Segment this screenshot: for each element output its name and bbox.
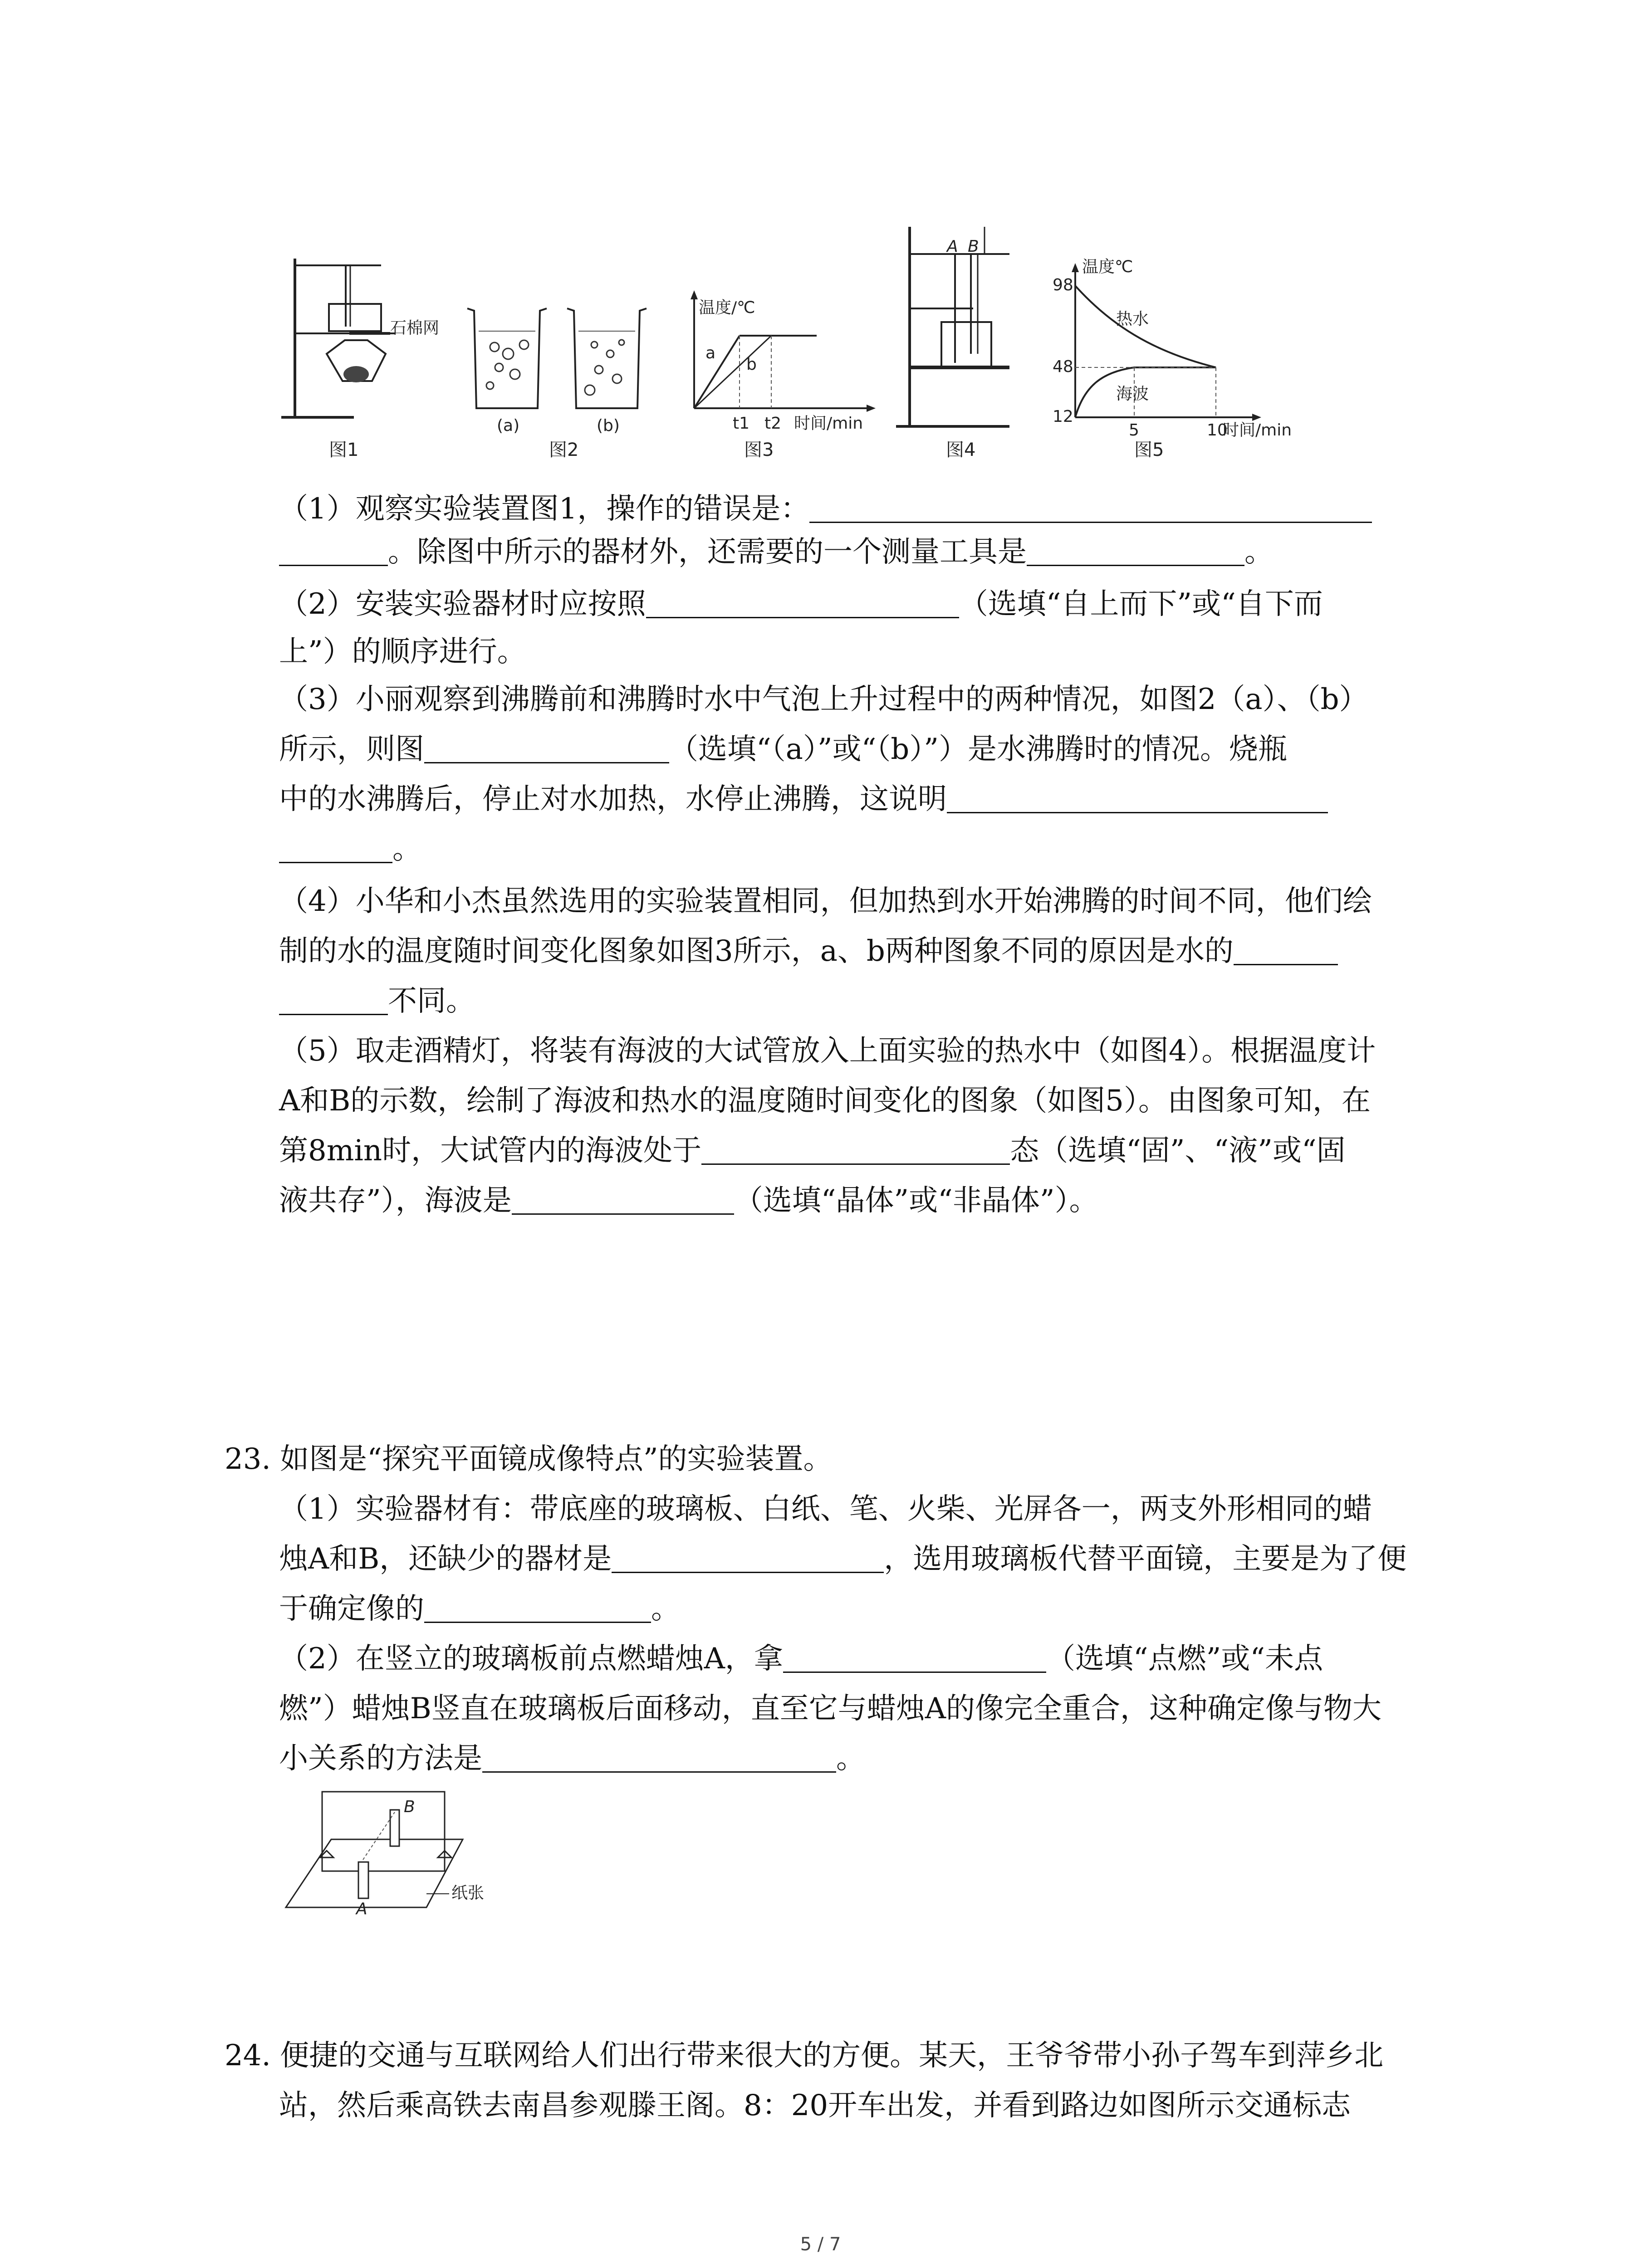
q22-part3-line2: 所示，则图 （选填“（a）”或“（b）”）是水沸腾时的情况。烧瓶 (279, 733, 1287, 766)
q23-blank-3[interactable] (783, 1644, 1046, 1673)
fig6-mirror-setup (277, 1785, 513, 1921)
fig3-tick-t2: t2 (764, 414, 782, 433)
q22-blank-1[interactable] (809, 494, 1372, 523)
q22-blank-3[interactable] (1027, 538, 1244, 566)
q23-part1-line1: （1）实验器材有：带底座的玻璃板、白纸、笔、火柴、光屏各一，两支外形相同的蜡 (279, 1492, 1372, 1526)
q22-part4-line3: 不同。 (279, 978, 475, 1019)
q22-part5-line1: （5）取走酒精灯，将装有海波的大试管放入上面实验的热水中（如图4）。根据温度计 (279, 1034, 1376, 1068)
q22-part1-line1: （1）观察实验装置图1，操作的错误是： (279, 485, 1372, 527)
fig5-series-hot-water: 热水 (1116, 310, 1149, 328)
fig4-label: 图4 (946, 440, 976, 460)
fig3-ylabel: 温度/℃ (699, 298, 755, 317)
fig2-sub-a: (a) (497, 416, 520, 435)
q23-title: 23. 如图是“探究平面镜成像特点”的实验装置。 (225, 1442, 833, 1476)
q24-line1: 24. 便捷的交通与互联网给人们出行带来很大的方便。某天，王爷爷带小孙子驾车到萍乡北 (225, 2039, 1384, 2072)
q23-blank-4[interactable] (482, 1744, 836, 1773)
fig3-tick-t1: t1 (733, 414, 750, 433)
q22-part4-line2: 制的水的温度随时间变化图象如图3所示，a、b两种图象不同的原因是水的 (279, 928, 1338, 969)
q22-blank-4[interactable] (646, 590, 959, 618)
fig4-label-a: A (947, 237, 958, 256)
fig2-bubbles (458, 218, 662, 485)
q22-part3-line3: 中的水沸腾后，停止对水加热，水停止沸腾，这说明 (279, 776, 1328, 817)
q22-blank-6[interactable] (947, 785, 1328, 813)
q22-part5-line3: 第8min时，大试管内的海波处于 态（选填“固”、“液”或“固 (279, 1134, 1346, 1168)
q22-blank-2[interactable] (279, 538, 388, 566)
figure-strip (277, 218, 1320, 485)
q23-part2-line1: （2）在竖立的玻璃板前点燃蜡烛A，拿 （选填“点燃”或“未点 (279, 1642, 1323, 1676)
fig6-label-b: B (404, 1798, 415, 1816)
q22-blank-5[interactable] (424, 735, 669, 763)
fig6-paper-label: 纸张 (451, 1884, 485, 1902)
fig1-label: 图1 (329, 440, 359, 460)
fig5-xlabel: 时间/min (1223, 421, 1292, 440)
fig6-label-a: A (356, 1900, 367, 1918)
fig3-label: 图3 (744, 440, 774, 460)
q22-part3-line1: （3）小丽观察到沸腾前和沸腾时水中气泡上升过程中的两种情况，如图2（a）、（b） (279, 683, 1368, 716)
q22-blank-10[interactable] (701, 1136, 1010, 1165)
q22-part2-line2: 上”）的顺序进行。 (279, 635, 526, 669)
fig5-xtick-5: 5 (1129, 421, 1139, 440)
fig3-series-a: a (705, 344, 716, 362)
fig5-series-haipo: 海波 (1116, 385, 1149, 403)
fig5-xtick-10: 10 (1207, 421, 1228, 440)
q23-blank-2[interactable] (424, 1594, 651, 1623)
q23-part2-line3: 小关系的方法是 。 (279, 1742, 865, 1775)
q23-part1-line2: 烛A和B，还缺少的器材是 ，选用玻璃板代替平面镜，主要是为了便 (279, 1542, 1407, 1576)
q22-part4-line1: （4）小华和小杰虽然选用的实验装置相同，但加热到水开始沸腾的时间不同，他们绘 (279, 885, 1372, 918)
q22-blank-8[interactable] (1234, 937, 1338, 965)
fig5-ytick-98: 98 (1053, 276, 1073, 294)
q22-part3-line4: 。 (279, 826, 421, 867)
fig5-label: 图5 (1134, 440, 1164, 460)
q23-part1-line3: 于确定像的 。 (279, 1592, 680, 1626)
fig1-boiling-apparatus (277, 218, 440, 485)
fig3-xlabel: 时间/min (794, 414, 863, 433)
fig2-label: 图2 (549, 440, 579, 460)
q24-line2: 站，然后乘高铁去南昌参观滕王阁。8：20开车出发，并看到路边如图所示交通标志 (279, 2089, 1351, 2122)
q22-blank-11[interactable] (512, 1186, 734, 1215)
q23-blank-1[interactable] (612, 1545, 884, 1573)
fig5-cooling-graph (1048, 218, 1292, 485)
q22-blank-9[interactable] (279, 987, 388, 1015)
q22-part5-line2: A和B的示数，绘制了海波和热水的温度随时间变化的图象（如图5）。由图象可知，在 (279, 1084, 1371, 1118)
fig3-series-b: b (746, 355, 757, 374)
fig5-ytick-48: 48 (1053, 357, 1073, 376)
fig5-ytick-12: 12 (1053, 407, 1073, 426)
fig4-haipo-apparatus (892, 218, 1041, 485)
fig5-ylabel: 温度℃ (1082, 258, 1133, 276)
page-number: 5 / 7 (800, 2234, 841, 2255)
q22-part1-line2: 。除图中所示的器材外，还需要的一个测量工具是 。 (279, 528, 1274, 570)
q23-part2-line2: 燃”）蜡烛B竖直在玻璃板后面移动，直至它与蜡烛A的像完全重合，这种确定像与物大 (279, 1692, 1381, 1725)
fig2-sub-b: (b) (597, 416, 620, 435)
q22-blank-7[interactable] (279, 835, 392, 863)
fig4-label-b: B (968, 237, 979, 256)
q22-part2-line1: （2）安装实验器材时应按照 （选填“自上而下”或“自下而 (279, 587, 1323, 621)
fig1-asbestos-label: 石棉网 (390, 319, 440, 337)
fig3-temperature-graph (681, 218, 880, 485)
q22-part5-line4: 液共存”），海波是 （选填“晶体”或“非晶体”）。 (279, 1184, 1098, 1217)
